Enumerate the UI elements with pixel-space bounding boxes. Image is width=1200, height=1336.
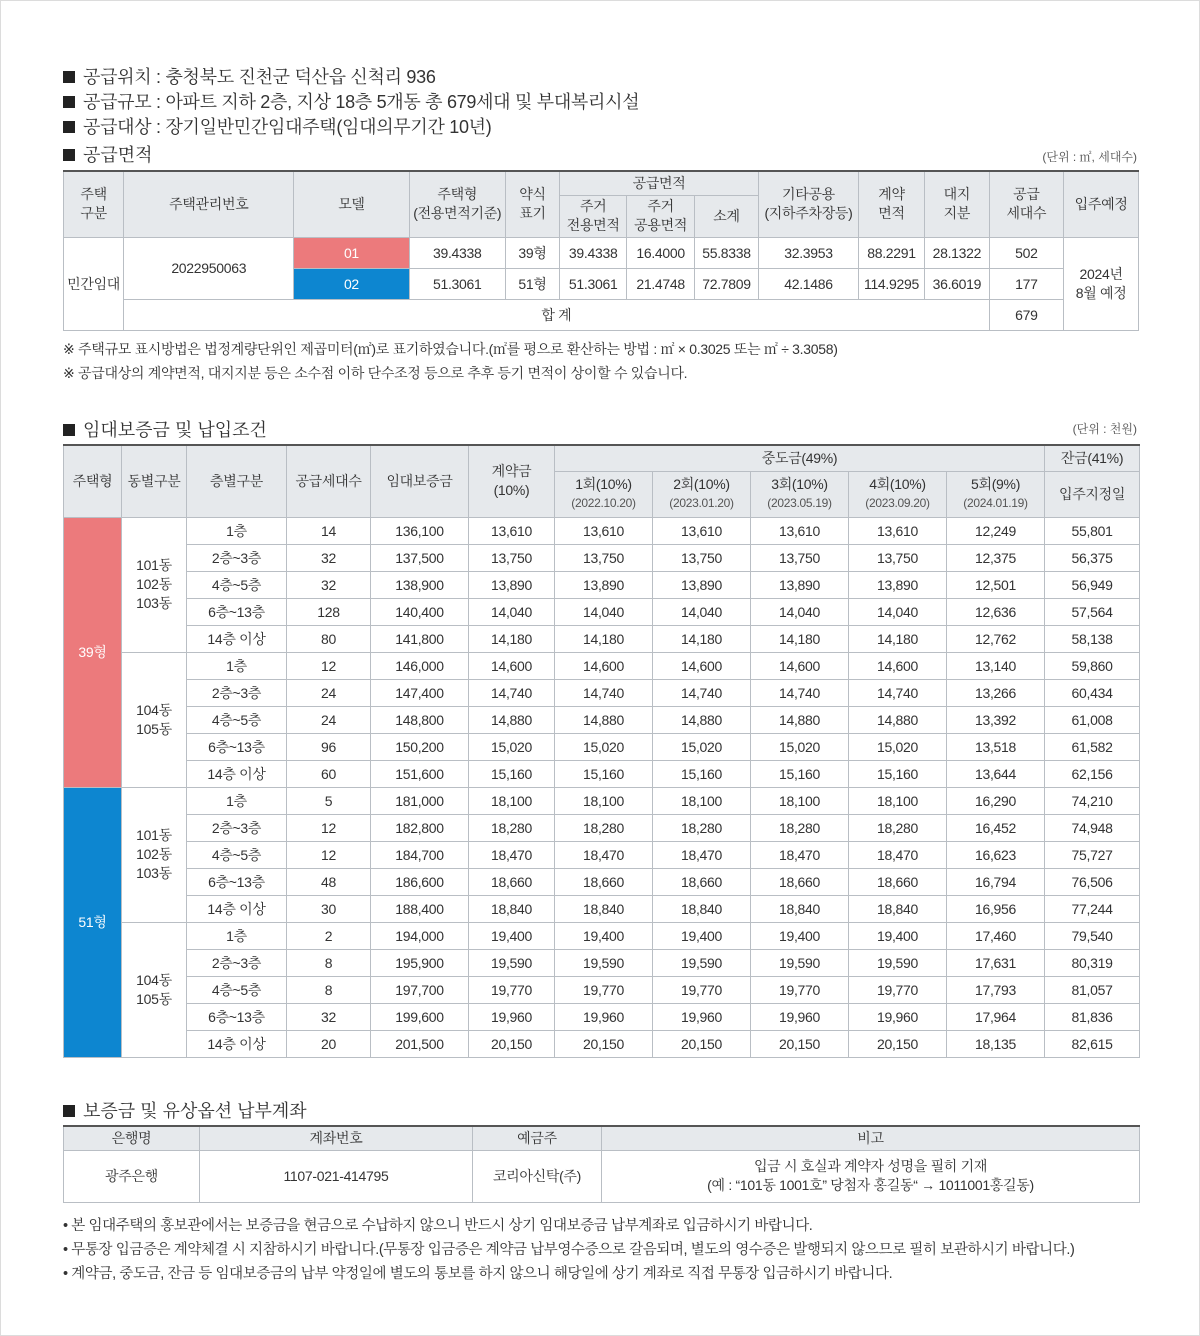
supply-info-list	[63, 65, 639, 140]
value-cell: 13,518	[947, 733, 1045, 760]
value-cell: 13,610	[849, 517, 947, 544]
value-cell: 14,880	[751, 706, 849, 733]
floor-cell: 2층~3층	[187, 949, 287, 976]
value-cell: 14,880	[849, 706, 947, 733]
header-floor: 층별구분	[187, 445, 287, 517]
value-cell: 76,506	[1045, 868, 1140, 895]
value-cell: 24	[287, 706, 371, 733]
value-cell: 79,540	[1045, 922, 1140, 949]
value-cell: 137,500	[371, 544, 469, 571]
value-cell: 184,700	[371, 841, 469, 868]
header-housing-category: 주택 구분	[64, 171, 124, 237]
value-cell: 32	[287, 571, 371, 598]
value-cell: 81,836	[1045, 1003, 1140, 1030]
value-cell: 18,100	[849, 787, 947, 814]
value-cell: 12,636	[947, 598, 1045, 625]
table-row	[64, 976, 1140, 1003]
table-row	[64, 652, 1140, 679]
table-row	[64, 679, 1140, 706]
bank-heading: 보증금 및 유상옵션 납부계좌	[63, 1097, 307, 1123]
value-cell: 188,400	[371, 895, 469, 922]
value-cell: 194,000	[371, 922, 469, 949]
total-row	[64, 299, 1139, 330]
floor-cell: 6층~13층	[187, 1003, 287, 1030]
value-cell: 18,470	[469, 841, 555, 868]
header-holder: 예금주	[473, 1126, 602, 1150]
header-bank: 은행명	[64, 1126, 200, 1150]
value-cell: 13,140	[947, 652, 1045, 679]
value-cell: 12	[287, 841, 371, 868]
value-cell: 18,660	[469, 868, 555, 895]
value-cell: 19,590	[469, 949, 555, 976]
header-short-label: 약식 표기	[506, 171, 560, 237]
value-cell: 18,135	[947, 1030, 1045, 1057]
value-cell: 8	[287, 976, 371, 1003]
note-line: ※ 공급대상의 계약면적, 대지지분 등은 소수점 이하 단수조정 등으로 추후 등기 면적이 상이할 수 있습니다.	[63, 365, 688, 381]
square-bullet-icon	[63, 71, 75, 83]
value-cell: 61,008	[1045, 706, 1140, 733]
value-cell: 19,770	[751, 976, 849, 1003]
bank-name: 광주은행	[64, 1150, 200, 1202]
value-cell: 14,740	[849, 679, 947, 706]
value-cell: 18,100	[469, 787, 555, 814]
table-row	[64, 949, 1140, 976]
table-row	[64, 1030, 1140, 1057]
value-cell: 14,040	[555, 598, 653, 625]
value-cell: 74,210	[1045, 787, 1140, 814]
info-location: 공급위치 : 충청북도 진천군 덕산읍 신척리 936	[63, 65, 639, 90]
value-cell: 14,180	[555, 625, 653, 652]
move-in-cell: 2024년 8월 예정	[1064, 237, 1139, 330]
dong-group-cell: 104동 105동	[122, 652, 187, 787]
floor-cell: 14층 이상	[187, 625, 287, 652]
value-cell: 146,000	[371, 652, 469, 679]
value-cell: 20,150	[469, 1030, 555, 1057]
total-households: 679	[989, 299, 1064, 330]
table-row	[64, 1150, 1140, 1202]
header-m1: 1회(10%) (2022.10.20)	[555, 471, 653, 517]
value-cell: 19,400	[751, 922, 849, 949]
floor-cell: 6층~13층	[187, 733, 287, 760]
value-cell: 20	[287, 1030, 371, 1057]
value-cell: 17,631	[947, 949, 1045, 976]
value-cell: 30	[287, 895, 371, 922]
value-cell: 55,801	[1045, 517, 1140, 544]
bank-notes	[63, 1214, 1074, 1286]
value-cell: 59,860	[1045, 652, 1140, 679]
housing-type-cell: 51형	[64, 787, 122, 1057]
value-cell: 17,460	[947, 922, 1045, 949]
value-cell: 14,040	[469, 598, 555, 625]
value-cell: 15,020	[849, 733, 947, 760]
value-cell: 15,020	[469, 733, 555, 760]
bank-account-table	[63, 1125, 1140, 1203]
value-cell: 18,100	[751, 787, 849, 814]
value-cell: 14,740	[469, 679, 555, 706]
value-cell: 56,949	[1045, 571, 1140, 598]
table-row	[64, 787, 1140, 814]
floor-cell: 14층 이상	[187, 895, 287, 922]
value-cell: 60	[287, 760, 371, 787]
table-row	[64, 733, 1140, 760]
rent-payment-table	[63, 444, 1140, 1058]
value-cell: 18,280	[555, 814, 653, 841]
header-m4: 4회(10%) (2023.09.20)	[849, 471, 947, 517]
header-remark: 비고	[602, 1126, 1140, 1150]
header-dong: 동별구분	[122, 445, 187, 517]
value-cell: 12	[287, 814, 371, 841]
value-cell: 147,400	[371, 679, 469, 706]
header-supply-area: 공급면적	[559, 171, 758, 195]
header-households: 공급세대수	[287, 445, 371, 517]
header-move-in: 입주예정	[1064, 171, 1139, 237]
value-cell: 16,794	[947, 868, 1045, 895]
mgmt-no-cell: 2022950063	[124, 237, 294, 299]
table-row	[64, 706, 1140, 733]
value-cell: 18,660	[653, 868, 751, 895]
value-cell: 199,600	[371, 1003, 469, 1030]
value-cell: 19,590	[751, 949, 849, 976]
value-cell: 96	[287, 733, 371, 760]
value-cell: 19,770	[849, 976, 947, 1003]
table-row	[64, 922, 1140, 949]
header-model: 모델	[294, 171, 409, 237]
value-cell: 19,400	[469, 922, 555, 949]
value-cell: 18,470	[849, 841, 947, 868]
value-cell: 19,960	[849, 1003, 947, 1030]
rent-table-body	[64, 517, 1140, 1057]
value-cell: 14,040	[751, 598, 849, 625]
value-cell: 8	[287, 949, 371, 976]
value-cell: 20,150	[555, 1030, 653, 1057]
value-cell: 18,280	[469, 814, 555, 841]
value-cell: 81,057	[1045, 976, 1140, 1003]
value-cell: 19,400	[849, 922, 947, 949]
floor-cell: 14층 이상	[187, 1030, 287, 1057]
remark: 입금 시 호실과 계약자 성명을 필히 기재 (예 : “101동 1001호” 당첨자 홍길동“ → 1011001홍길동)	[602, 1150, 1140, 1202]
value-cell: 14,880	[469, 706, 555, 733]
rent-heading: 임대보증금 및 납입조건	[63, 416, 267, 442]
account-number: 1107-021-414795	[200, 1150, 473, 1202]
header-account: 계좌번호	[200, 1126, 473, 1150]
value-cell: 19,960	[469, 1003, 555, 1030]
value-cell: 15,020	[555, 733, 653, 760]
dong-group-cell: 104동 105동	[122, 922, 187, 1057]
floor-cell: 2층~3층	[187, 679, 287, 706]
value-cell: 19,590	[849, 949, 947, 976]
value-cell: 12	[287, 652, 371, 679]
floor-cell: 2층~3층	[187, 814, 287, 841]
value-cell: 201,500	[371, 1030, 469, 1057]
header-balance: 잔금(41%)	[1045, 445, 1140, 471]
value-cell: 20,150	[751, 1030, 849, 1057]
value-cell: 16,452	[947, 814, 1045, 841]
value-cell: 18,280	[849, 814, 947, 841]
value-cell: 138,900	[371, 571, 469, 598]
value-cell: 15,160	[653, 760, 751, 787]
info-scale: 공급규모 : 아파트 지하 2층, 지상 18층 5개동 총 679세대 및 부대복리시설	[63, 90, 639, 115]
value-cell: 13,750	[555, 544, 653, 571]
table-row	[64, 895, 1140, 922]
value-cell: 19,590	[555, 949, 653, 976]
value-cell: 14,040	[653, 598, 751, 625]
value-cell: 14	[287, 517, 371, 544]
value-cell: 12,375	[947, 544, 1045, 571]
value-cell: 13,610	[555, 517, 653, 544]
value-cell: 58,138	[1045, 625, 1140, 652]
value-cell: 20,150	[653, 1030, 751, 1057]
floor-cell: 1층	[187, 652, 287, 679]
supply-area-table	[63, 170, 1139, 331]
value-cell: 13,890	[849, 571, 947, 598]
table-row	[64, 868, 1140, 895]
value-cell: 12,501	[947, 571, 1045, 598]
table-row: 민간임대 2022950063 01 39.4338 39형 39.4338 16.4000 55.8338 32.3953 88.2291 28.1322 502 2024년 8월 예정	[64, 237, 1139, 268]
value-cell: 15,160	[555, 760, 653, 787]
value-cell: 18,280	[653, 814, 751, 841]
table-row	[64, 571, 1140, 598]
square-bullet-icon	[63, 1105, 75, 1117]
value-cell: 17,793	[947, 976, 1045, 1003]
value-cell: 13,890	[469, 571, 555, 598]
value-cell: 19,770	[653, 976, 751, 1003]
value-cell: 60,434	[1045, 679, 1140, 706]
value-cell: 15,160	[849, 760, 947, 787]
header-deposit: 임대보증금	[371, 445, 469, 517]
value-cell: 19,400	[653, 922, 751, 949]
note-line: • 계약금, 중도금, 잔금 등 임대보증금의 납부 약정일에 별도의 통보를 하지 않으니 해당일에 상기 계좌로 직접 무통장 입금하시기 바랍니다.	[63, 1266, 893, 1282]
value-cell: 14,600	[653, 652, 751, 679]
value-cell: 14,740	[751, 679, 849, 706]
value-cell: 48	[287, 868, 371, 895]
model-badge-02: 02	[294, 268, 409, 299]
value-cell: 14,040	[849, 598, 947, 625]
value-cell: 151,600	[371, 760, 469, 787]
value-cell: 13,750	[751, 544, 849, 571]
supply-area-heading: 공급면적	[63, 141, 153, 167]
value-cell: 20,150	[849, 1030, 947, 1057]
value-cell: 141,800	[371, 625, 469, 652]
value-cell: 181,000	[371, 787, 469, 814]
table-row	[64, 625, 1140, 652]
header-other-common: 기타공용 (지하주차장등)	[759, 171, 859, 237]
floor-cell: 6층~13층	[187, 868, 287, 895]
value-cell: 182,800	[371, 814, 469, 841]
value-cell: 197,700	[371, 976, 469, 1003]
header-exclusive-area: 주거 전용면적	[559, 195, 626, 237]
table-row	[64, 544, 1140, 571]
value-cell: 16,623	[947, 841, 1045, 868]
value-cell: 13,750	[469, 544, 555, 571]
value-cell: 186,600	[371, 868, 469, 895]
header-m2: 2회(10%) (2023.01.20)	[653, 471, 751, 517]
value-cell: 13,890	[653, 571, 751, 598]
value-cell: 18,100	[555, 787, 653, 814]
value-cell: 18,470	[751, 841, 849, 868]
square-bullet-icon	[63, 424, 75, 436]
value-cell: 13,392	[947, 706, 1045, 733]
header-m5: 5회(9%) (2024.01.19)	[947, 471, 1045, 517]
value-cell: 13,750	[653, 544, 751, 571]
value-cell: 57,564	[1045, 598, 1140, 625]
value-cell: 82,615	[1045, 1030, 1140, 1057]
value-cell: 18,840	[555, 895, 653, 922]
floor-cell: 4층~5층	[187, 571, 287, 598]
value-cell: 14,880	[555, 706, 653, 733]
value-cell: 32	[287, 544, 371, 571]
header-subtotal: 소계	[694, 195, 758, 237]
value-cell: 136,100	[371, 517, 469, 544]
value-cell: 18,840	[849, 895, 947, 922]
value-cell: 14,880	[653, 706, 751, 733]
table-row	[64, 760, 1140, 787]
model-badge-01: 01	[294, 237, 409, 268]
header-housing-type: 주택형 (전용면적기준)	[409, 171, 506, 237]
housing-type-cell: 39형	[64, 517, 122, 787]
value-cell: 14,180	[751, 625, 849, 652]
value-cell: 74,948	[1045, 814, 1140, 841]
value-cell: 128	[287, 598, 371, 625]
supply-notes	[63, 337, 838, 385]
square-bullet-icon	[63, 121, 75, 133]
value-cell: 14,740	[555, 679, 653, 706]
value-cell: 18,660	[555, 868, 653, 895]
account-holder: 코리아신탁(주)	[473, 1150, 602, 1202]
floor-cell: 2층~3층	[187, 544, 287, 571]
value-cell: 19,960	[555, 1003, 653, 1030]
value-cell: 16,956	[947, 895, 1045, 922]
value-cell: 18,840	[653, 895, 751, 922]
floor-cell: 1층	[187, 787, 287, 814]
value-cell: 24	[287, 679, 371, 706]
table-row	[64, 841, 1140, 868]
supply-unit-note: (단위 : ㎡, 세대수)	[1042, 150, 1137, 164]
floor-cell: 1층	[187, 922, 287, 949]
value-cell: 18,100	[653, 787, 751, 814]
value-cell: 12,249	[947, 517, 1045, 544]
value-cell: 14,600	[849, 652, 947, 679]
header-common-area: 주거 공용면적	[627, 195, 694, 237]
header-land-share: 대지 지분	[925, 171, 989, 237]
floor-cell: 4층~5층	[187, 706, 287, 733]
value-cell: 32	[287, 1003, 371, 1030]
value-cell: 13,610	[653, 517, 751, 544]
value-cell: 16,290	[947, 787, 1045, 814]
value-cell: 15,020	[653, 733, 751, 760]
value-cell: 12,762	[947, 625, 1045, 652]
value-cell: 18,470	[653, 841, 751, 868]
value-cell: 19,590	[653, 949, 751, 976]
value-cell: 19,770	[469, 976, 555, 1003]
value-cell: 14,180	[653, 625, 751, 652]
value-cell: 17,964	[947, 1003, 1045, 1030]
value-cell: 5	[287, 787, 371, 814]
value-cell: 14,180	[849, 625, 947, 652]
value-cell: 15,160	[751, 760, 849, 787]
value-cell: 14,600	[555, 652, 653, 679]
header-contract: 계약금 (10%)	[469, 445, 555, 517]
housing-category-cell: 민간임대	[64, 237, 124, 330]
value-cell: 13,610	[469, 517, 555, 544]
value-cell: 80,319	[1045, 949, 1140, 976]
value-cell: 13,750	[849, 544, 947, 571]
floor-cell: 1층	[187, 517, 287, 544]
note-line: • 무통장 입금증은 계약체결 시 지참하시기 바랍니다.(무통장 입금증은 계약금 납부영수증으로 갈음되며, 별도의 영수증은 발행되지 않으므로 필히 보관하시기 바랍니다.)	[63, 1242, 1075, 1258]
dong-group-cell: 101동 102동 103동	[122, 517, 187, 652]
value-cell: 61,582	[1045, 733, 1140, 760]
value-cell: 75,727	[1045, 841, 1140, 868]
value-cell: 18,280	[751, 814, 849, 841]
info-target: 공급대상 : 장기일반민간임대주택(임대의무기간 10년)	[63, 115, 639, 140]
table-row	[64, 1003, 1140, 1030]
table-row	[64, 814, 1140, 841]
value-cell: 14,600	[751, 652, 849, 679]
value-cell: 18,470	[555, 841, 653, 868]
value-cell: 62,156	[1045, 760, 1140, 787]
value-cell: 14,180	[469, 625, 555, 652]
table-row: 02 51.3061 51형 51.3061 21.4748 72.7809 42.1486 114.9295 36.6019 177	[64, 268, 1139, 299]
value-cell: 15,020	[751, 733, 849, 760]
square-bullet-icon	[63, 96, 75, 108]
value-cell: 13,890	[751, 571, 849, 598]
value-cell: 2	[287, 922, 371, 949]
floor-cell: 6층~13층	[187, 598, 287, 625]
header-type: 주택형	[64, 445, 122, 517]
value-cell: 14,740	[653, 679, 751, 706]
value-cell: 13,644	[947, 760, 1045, 787]
header-move-in-date: 입주지정일	[1045, 471, 1140, 517]
header-mgmt-no: 주택관리번호	[124, 171, 294, 237]
total-label: 합 계	[124, 299, 989, 330]
value-cell: 18,840	[751, 895, 849, 922]
table-row	[64, 517, 1140, 544]
value-cell: 14,600	[469, 652, 555, 679]
dong-group-cell: 101동 102동 103동	[122, 787, 187, 922]
value-cell: 13,266	[947, 679, 1045, 706]
header-contract-area: 계약 면적	[858, 171, 924, 237]
floor-cell: 14층 이상	[187, 760, 287, 787]
header-households: 공급 세대수	[989, 171, 1064, 237]
value-cell: 140,400	[371, 598, 469, 625]
value-cell: 18,840	[469, 895, 555, 922]
table-row	[64, 598, 1140, 625]
value-cell: 56,375	[1045, 544, 1140, 571]
value-cell: 150,200	[371, 733, 469, 760]
value-cell: 15,160	[469, 760, 555, 787]
note-line: • 본 임대주택의 홍보관에서는 보증금을 현금으로 수납하지 않으니 반드시 상기 임대보증금 납부계좌로 입금하시기 바랍니다.	[63, 1218, 813, 1234]
value-cell: 80	[287, 625, 371, 652]
value-cell: 13,890	[555, 571, 653, 598]
value-cell: 77,244	[1045, 895, 1140, 922]
value-cell: 195,900	[371, 949, 469, 976]
value-cell: 19,400	[555, 922, 653, 949]
value-cell: 19,770	[555, 976, 653, 1003]
rent-unit-note: (단위 : 천원)	[1072, 422, 1137, 436]
value-cell: 13,610	[751, 517, 849, 544]
floor-cell: 4층~5층	[187, 976, 287, 1003]
value-cell: 148,800	[371, 706, 469, 733]
header-m3: 3회(10%) (2023.05.19)	[751, 471, 849, 517]
floor-cell: 4층~5층	[187, 841, 287, 868]
header-middle-payment: 중도금(49%)	[555, 445, 1045, 471]
value-cell: 18,660	[849, 868, 947, 895]
note-line: ※ 주택규모 표시방법은 법정계량단위인 제곱미터(㎡)로 표기하였습니다.(㎡를 평으로 환산하는 방법 : ㎡ × 0.3025 또는 ㎡ ÷ 3.3058)	[63, 341, 838, 357]
square-bullet-icon	[63, 149, 75, 161]
value-cell: 19,960	[653, 1003, 751, 1030]
value-cell: 19,960	[751, 1003, 849, 1030]
value-cell: 18,660	[751, 868, 849, 895]
